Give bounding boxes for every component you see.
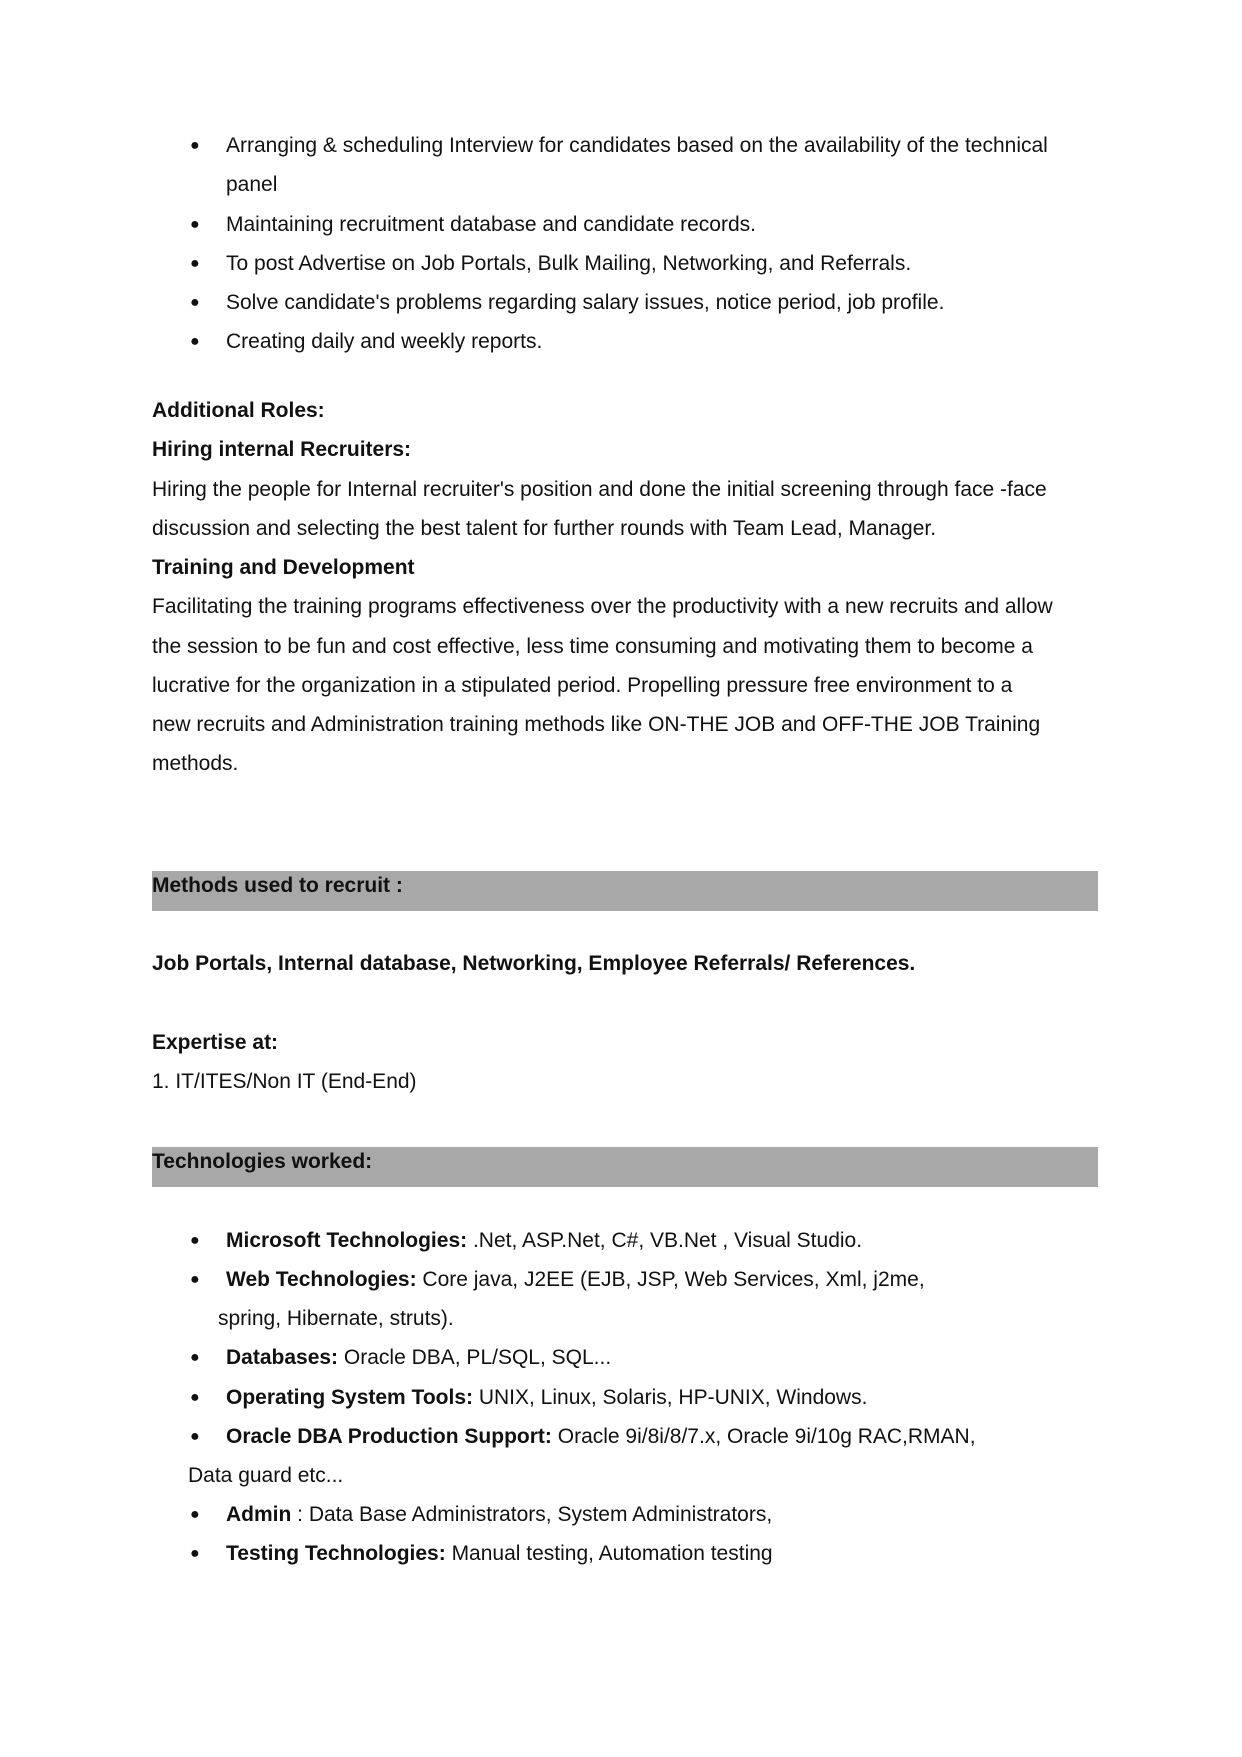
paragraph-line: lucrative for the organization in a stipulated period. Propelling pressure free environment to a — [152, 674, 1013, 697]
list-item: Maintaining recruitment database and candidate records. — [226, 213, 756, 236]
additional-roles-heading: Additional Roles: — [152, 399, 325, 422]
list-item-continuation: panel — [226, 173, 278, 196]
bullet-icon: ● — [190, 255, 200, 272]
bullet-icon: ● — [190, 1349, 200, 1366]
expertise-item: 1. IT/ITES/Non IT (End-End) — [152, 1070, 417, 1093]
methods-text: Job Portals, Internal database, Networking, Employee Referrals/ References. — [152, 952, 916, 975]
list-item-continuation: spring, Hibernate, struts). — [218, 1307, 454, 1330]
list-item: Web Technologies: Core java, J2EE (EJB, JSP, Web Services, Xml, j2me, — [226, 1268, 925, 1291]
list-item: Creating daily and weekly reports. — [226, 330, 543, 353]
bullet-icon: ● — [190, 1506, 200, 1523]
bullet-icon: ● — [190, 294, 200, 311]
hiring-recruiters-heading: Hiring internal Recruiters: — [152, 438, 412, 461]
paragraph-line: new recruits and Administration training methods like ON-THE JOB and OFF-THE JOB Training — [152, 713, 1041, 736]
training-heading: Training and Development — [152, 556, 415, 579]
list-item: Oracle DBA Production Support: Oracle 9i/8i/8/7.x, Oracle 9i/10g RAC,RMAN, — [226, 1425, 976, 1448]
list-item-continuation: Data guard etc... — [188, 1464, 344, 1487]
bullet-icon: ● — [190, 333, 200, 350]
technologies-heading: Technologies worked: — [152, 1150, 373, 1173]
list-item: Operating System Tools: UNIX, Linux, Solaris, HP-UNIX, Windows. — [226, 1386, 868, 1409]
methods-heading: Methods used to recruit : — [152, 874, 403, 897]
bullet-icon: ● — [190, 1271, 200, 1288]
bullet-icon: ● — [190, 1428, 200, 1445]
paragraph-line: methods. — [152, 752, 239, 775]
paragraph-line: Hiring the people for Internal recruiter's position and done the initial screening through face -face — [152, 478, 1047, 501]
paragraph-line: Facilitating the training programs effectiveness over the productivity with a new recruits and allow — [152, 595, 1053, 618]
list-item: Arranging & scheduling Interview for candidates based on the availability of the technical — [226, 134, 1048, 157]
bullet-icon: ● — [190, 137, 200, 154]
bullet-icon: ● — [190, 216, 200, 233]
technologies-section-bar — [152, 1147, 1098, 1187]
expertise-heading: Expertise at: — [152, 1031, 279, 1054]
methods-section-bar — [152, 871, 1098, 911]
bullet-icon: ● — [190, 1545, 200, 1562]
list-item: Admin : Data Base Administrators, System Administrators, — [226, 1503, 773, 1526]
paragraph-line: the session to be fun and cost effective, less time consuming and motivating them to become a — [152, 635, 1033, 658]
list-item: Microsoft Technologies: .Net, ASP.Net, C#, VB.Net , Visual Studio. — [226, 1229, 863, 1252]
paragraph-line: discussion and selecting the best talent for further rounds with Team Lead, Manager. — [152, 517, 937, 540]
bullet-icon: ● — [190, 1232, 200, 1249]
list-item: Testing Technologies: Manual testing, Automation testing — [226, 1542, 773, 1565]
list-item: Solve candidate's problems regarding salary issues, notice period, job profile. — [226, 291, 945, 314]
bullet-icon: ● — [190, 1389, 200, 1406]
list-item: To post Advertise on Job Portals, Bulk Mailing, Networking, and Referrals. — [226, 252, 912, 275]
list-item: Databases: Oracle DBA, PL/SQL, SQL... — [226, 1346, 612, 1369]
